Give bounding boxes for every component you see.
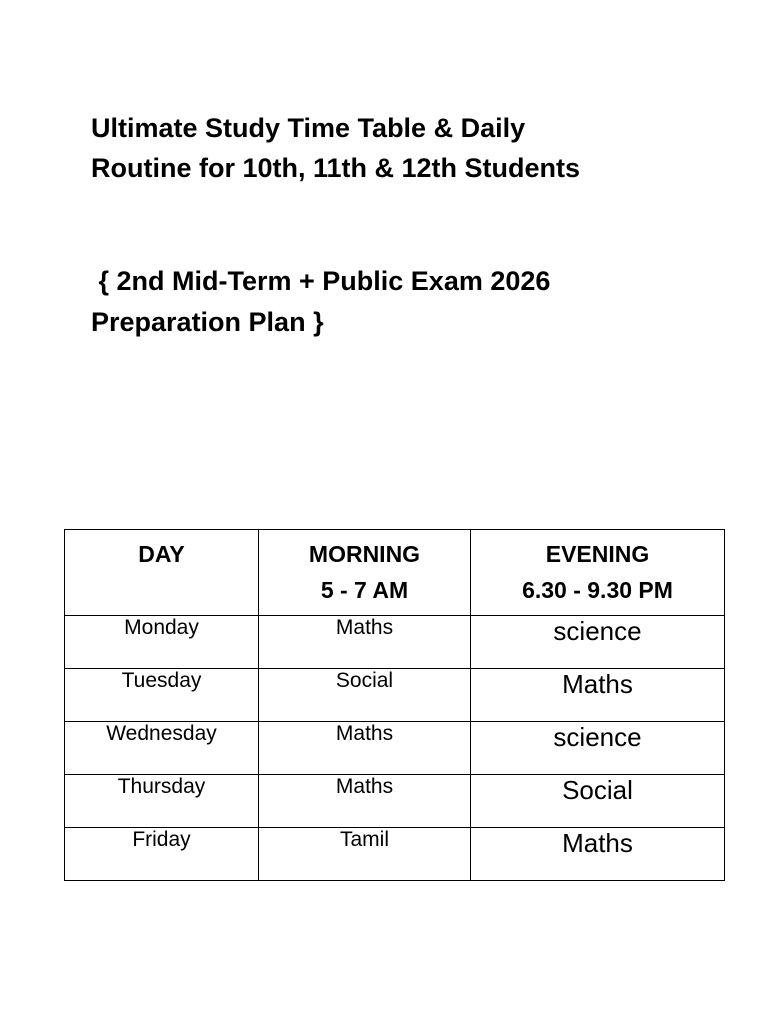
morning-subject-cell: Social [259, 669, 471, 722]
evening-subject-cell: science [471, 616, 725, 669]
day-cell: Thursday [65, 775, 259, 828]
day-cell: Friday [65, 828, 259, 881]
day-cell: Tuesday [65, 669, 259, 722]
morning-subject-cell: Tamil [259, 828, 471, 881]
column-header-evening [471, 530, 725, 616]
column-header-day [65, 530, 259, 616]
table-row [65, 775, 725, 828]
table-row [65, 669, 725, 722]
column-header-morning-time: 5 - 7 AM [320, 577, 409, 603]
day-cell: Monday [65, 616, 259, 669]
table-row [65, 722, 725, 775]
column-header-day-label: DAY [138, 541, 185, 567]
table-row [65, 616, 725, 669]
table-row [65, 828, 725, 881]
subtitle-line-1: { 2nd Mid-Term + Public Exam 2026 [91, 266, 551, 296]
column-header-evening-label: EVENING [545, 541, 650, 567]
column-header-morning-label: MORNING [308, 541, 421, 567]
column-header-evening-time: 6.30 - 9.30 PM [522, 577, 673, 603]
evening-subject-cell: Social [471, 775, 725, 828]
document-title [91, 108, 711, 188]
title-line-2: Routine for 10th, 11th & 12th Students [91, 153, 581, 183]
timetable [64, 529, 725, 881]
day-cell: Wednesday [65, 722, 259, 775]
evening-subject-cell: Maths [471, 828, 725, 881]
morning-subject-cell: Maths [259, 775, 471, 828]
morning-subject-cell: Maths [259, 616, 471, 669]
table-header-row [65, 530, 725, 616]
subtitle-line-2: Preparation Plan } [91, 307, 324, 337]
column-header-morning [259, 530, 471, 616]
evening-subject-cell: science [471, 722, 725, 775]
morning-subject-cell: Maths [259, 722, 471, 775]
document-subtitle [91, 261, 711, 343]
title-line-1: Ultimate Study Time Table & Daily [91, 113, 526, 143]
evening-subject-cell: Maths [471, 669, 725, 722]
